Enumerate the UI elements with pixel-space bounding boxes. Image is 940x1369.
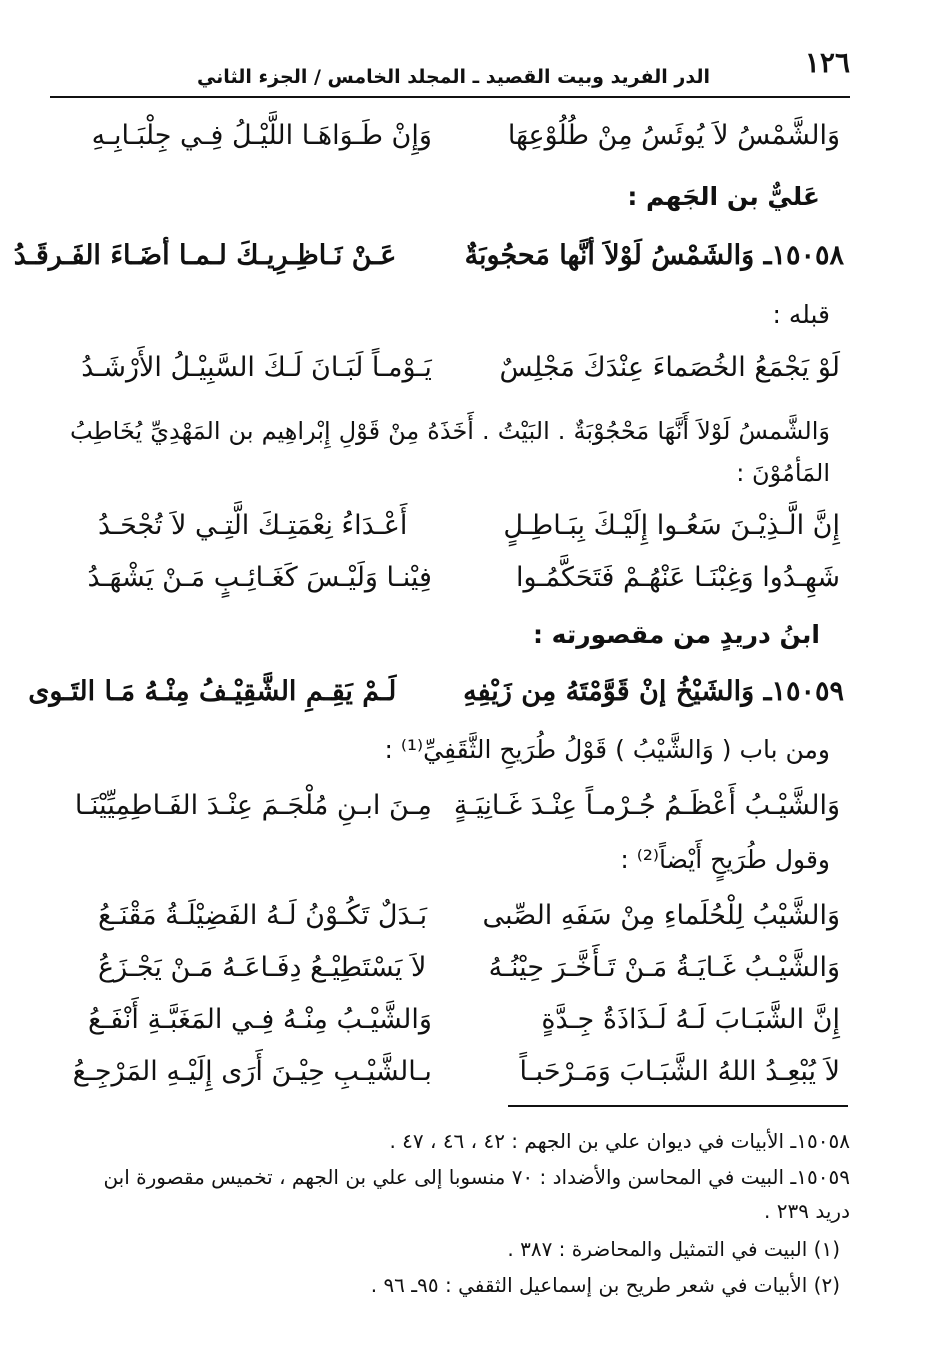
verse-second-hemistich: وَإِنْ طَـوَاهَـا اللَّيْـلُ فِـي جِلْبَـابِـهِ [91,120,432,151]
verse-second-hemistich: وَالشَّيْـبُ مِنْـهُ فِـي المَغَبَّـةِ أَنْفَـعُ [87,1004,432,1035]
numbered-verse-15058 [13,240,844,288]
verse-line [87,562,840,610]
verse-second-hemistich: مِـنَ ابـنِ مُلْجَـمَ عِنْـدَ الفَـاطِمِيِّيْنَـا [74,790,432,821]
footnote-2: (٢) الأبيات في شعر طريح بن إسماعيل الثقفي : ٩٥ـ ٩٦ . [370,1273,840,1297]
prose-paragraph: وَالشَّمسُ لَوْلاَ أَنَّهَا مَحْجُوْبَةٌ . البَيْتُ . أَخَذَهُ مِنْ قَوْلِ إِبْراهِيم بن المَهْدِيِّ يُخَاطِبُ المَأمُوْنَ : [70,417,830,487]
verse-second-hemistich: أَعْـدَاءُ نِعْمَتِـكَ الَّتِـي لاَ تُجْحَـدُ [98,510,408,541]
verse-first-hemistich: شَهِـدُوا وَغِبْنَـا عَنْهُـمْ فَتَحَكَّمُـوا [516,562,840,593]
prose-line: ومن باب ( وَالشَّيْبُ ) قَوْلُ طُرَيحِ الثَّقَفِيِّ⁽¹⁾ : [384,735,830,764]
verse-line [74,790,840,838]
verse-second-hemistich: بـالشَّيْـبِ حِيْـنَ أَرَى إِلَيْـهِ المَرْجِـعُ [72,1056,432,1087]
footnote-separator [508,1105,848,1107]
verse-first-hemistich: لاَ يُبْعِـدُ اللهُ الشَّبَـابَ وَمَـرْحَبـاً [519,1056,840,1087]
numbered-verse-15059 [28,676,844,724]
verse-line [81,352,840,400]
verse-second-hemistich: عَـنْ نَـاظِـرِيـكَ لـمـا أضَـاءَ الفَـرقَـدُ [13,240,397,271]
verse-second-hemistich: بَـدَلٌ تَكُـوْنُ لَـهُ الفَضِيْلَـةُ مَقْنَـعُ [98,900,428,931]
verse-line [98,952,840,1000]
verse-first-hemistich: وَالشَّمْسُ لاَ يُوئَسُ مِنْ طُلُوْعِهَا [507,120,840,151]
verse-second-hemistich: فِيْنـا وَلَيْـسَ كَغَـائِـبٍ مَـنْ يَشْهَـدُ [87,562,432,593]
verse-line [98,510,840,558]
page-header [50,46,850,98]
page-number: ١٢٦ [804,46,850,79]
verse-line [87,1004,840,1052]
verse-line [72,1056,840,1104]
verse-second-hemistich: يَـوْمـاً لَبَـانَ لَـكَ السَّبِيْـلُ الأَرْشَـدُ [81,352,432,383]
verse-first-hemistich: ١٥٠٥٨ـ وَالشَمْسُ لَوْلاَ أنَّها مَحجُوبَةٌ [464,240,844,271]
verse-line [98,900,840,948]
verse-first-hemistich: وَالشَّيْبُ لِلْحُلَماءِ مِنْ سَفَهِ الصِّبى [482,900,840,931]
footnote-1: (١) البيت في التمثيل والمحاضرة : ٣٨٧ . [507,1237,840,1261]
verse-first-hemistich: وَالشَّيْـبُ أَعْظَـمُ جُـرْمـاً عِنْـدَ غَـانِيَـةٍ [453,790,840,821]
verse-second-hemistich: لاَ يَسْتَطِيْـعُ دِفَـاعَـهُ مَـنْ يَجْـزَعُ [98,952,427,983]
verse-first-hemistich: إِنَّ الشَّبَـابَ لَـهُ لَـذَاذَةُ جِـدَّةٍ [541,1004,840,1035]
verse-line [91,120,840,168]
footnote-15058: ١٥٠٥٨ـ الأبيات في ديوان علي بن الجهم : ٤٢ ، ٤٦ ، ٤٧ . [389,1129,850,1153]
verse-first-hemistich: إِنَّ الَّـذِيْـنَ سَعُـوا إِلَيْـكَ بِبَـاطِـلٍ [503,510,840,541]
running-head: الدر الفريد وبيت القصيد ـ المجلد الخامس / الجزء الثاني [196,66,710,88]
verse-first-hemistich: لَوْ يَجْمَعُ الخُصَماءَ عِنْدَكَ مَجْلِسٌ [499,352,840,383]
poet-attribution: عَليٌّ بن الجَهم : [627,182,820,211]
poet-attribution: ابنُ دريدٍ من مقصورته : [532,620,820,649]
verse-second-hemistich: لَـمْ يَقِـمِ الشَّقِيْـفُ مِنْـهُ مَـا التَـوى [28,676,397,707]
verse-first-hemistich: وَالشَّيْـبُ غَـايَـةُ مَـنْ تَـأَخَّـرَ حِيْنُـهُ [488,952,840,983]
verse-first-hemistich: ١٥٠٥٩ـ وَالشَيْخُ إنْ قَوَّمْتَهُ مِن زَيْفِهِ [463,676,844,707]
footnote-15059: ١٥٠٥٩ـ البيت في المحاسن والأضداد : ٧٠ منسوبا إلى علي بن الجهم ، تخميس مقصورة ابن دريد ٢٣٩ . [103,1165,850,1223]
before-label: قبله : [772,300,830,329]
prose-line: وقول طُرَيحٍ أَيْضاً⁽²⁾ : [620,845,830,874]
